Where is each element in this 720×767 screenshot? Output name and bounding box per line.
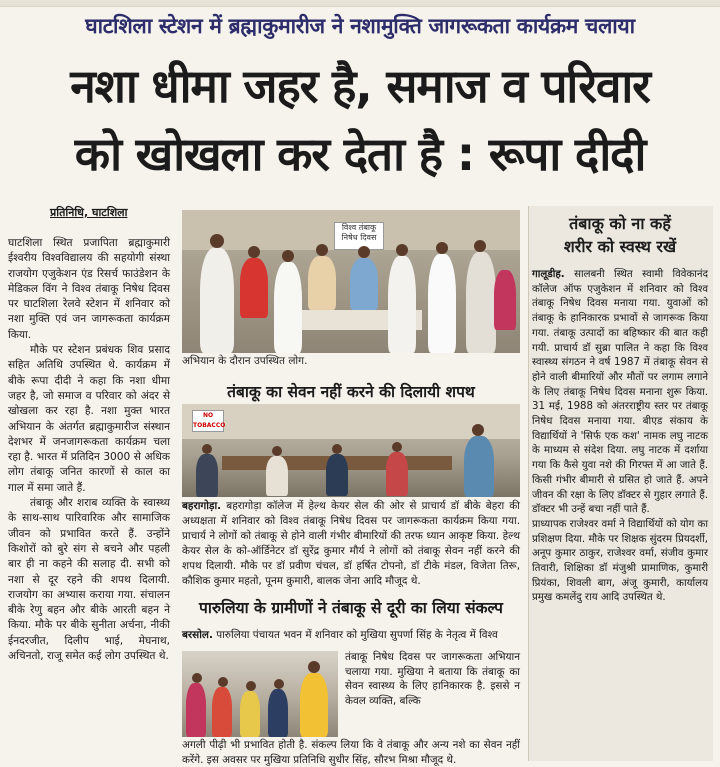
- kicker-headline: घाटशिला स्टेशन में ब्रह्माकुमारीज ने नशामुक्ति जागरूकता कार्यक्रम चलाया: [85, 14, 635, 38]
- story3-side-text: तंबाकू निषेध दिवस पर जागरूकता अभियान चलाया गया. मुखिया ने बताया कि तंबाकू का सेवन स्वास्थ्य के लिए हानिकारक है. इससे न केवल व्यक्ति, बल्कि: [345, 651, 520, 707]
- person-head: [218, 677, 228, 687]
- person-figure: [274, 262, 302, 353]
- right-article-paragraph: [532, 268, 708, 518]
- person-head: [474, 240, 486, 252]
- person-head: [202, 444, 212, 454]
- person-figure: [200, 248, 234, 353]
- village-pledge-photo: [182, 651, 338, 737]
- person-figure: [326, 454, 348, 496]
- person-head: [358, 246, 370, 258]
- story3-lead: [182, 628, 520, 643]
- person-figure: [186, 683, 206, 737]
- person-head: [282, 250, 294, 262]
- story2-text: बहरागोड़ा कॉलेज में हेल्थ केयर सेल की ओर से प्राचार्य डॉ बीके बेहरा की अध्यक्षता में शनिवार को विश्व तंबाकू निषेध दिवस पर जागरूकता कार्यक्रम किया गया. प्राचार्य ने लोगों को तंबाकू से होने वाली गंभीर बीमारियों की तरफ ध्यान आकृष्ट किया. हेल्थ केयर सेल के को-ऑर्डिनेटर डॉ सुरेंद्र कुमार मौर्य ने लोगों को तंबाकू सेवन नहीं करने की शपथ दिलायी. मौके पर डॉ प्रवीण चंचल, डॉ हर्षित टोपनो, डॉ टीके मंडल, विजेता तिरू, कौशिक कुमार महतो, पूनम कुमारी, बालक जेना आदि मौजूद थे.: [182, 500, 520, 587]
- byline: प्रतिनिधि, घाटशिला: [50, 206, 128, 219]
- top-border: [0, 0, 720, 7]
- person-figure: [428, 254, 456, 353]
- person-figure: [196, 454, 218, 497]
- person-figure: [388, 256, 416, 353]
- right-article-dateline: गालूडीह.: [532, 269, 565, 280]
- right-article-paragraph: प्राध्यापक राजेश्वर वर्मा ने विद्यार्थियों को योग का प्रशिक्षण दिया. मौके पर शिक्षक सुंदरम प्रियदर्शी, अनूप कुमार ठाकुर, राजेश्वर वर्मा, संजीव कुमार तिवारी, शिक्षिका डॉ मंजुश्री प्रामाणिक, कुमारी प्रियंका, शिवली बाग, अंजू कुमारी, कार्यालय प्रमुख कमलेंदु राय आदि उपस्थित थे.: [532, 518, 708, 604]
- story2-headline: तंबाकू का सेवन नहीं करने की दिलायी शपथ: [227, 383, 475, 401]
- person-head: [472, 424, 484, 436]
- photo-wall: [182, 404, 520, 439]
- right-headline-line2: शरीर को स्वस्थ रखें: [563, 237, 677, 256]
- person-figure: [266, 456, 288, 496]
- person-head: [436, 242, 448, 254]
- person-head: [332, 444, 342, 454]
- right-article-body: [532, 268, 708, 606]
- person-head: [192, 673, 202, 683]
- person-figure: [494, 270, 516, 330]
- story2-dateline: बहरागोड़ा.: [182, 500, 222, 512]
- person-head: [274, 679, 284, 689]
- person-figure: [464, 436, 494, 497]
- person-head: [396, 244, 408, 256]
- right-article-headline: [532, 212, 708, 258]
- event-photo-group: [182, 210, 520, 353]
- main-headline-line2: को खोखला कर देता है : रूपा दीदी: [74, 127, 646, 181]
- person-figure: [466, 252, 496, 353]
- left-article-paragraph: मौके पर स्टेशन प्रबंधक शिव प्रसाद सहित अतिथि उपस्थित थे. कार्यक्रम में बीके रूपा दीदी ने कहा कि नशा धीमा जहर है, जो समाज व परिवार को अंदर से खोखला कर रहा है. नशा मुक्त भारत अभियान के अंतर्गत ब्रह्माकुमारीज संस्थान देशभर में जनजागरूकता कार्यक्रम चला रहा है. भारत में प्रतिदिन 3000 से अधिक लोग तंबाकू जनित कारणों से काल का गाल में समा जाते हैं.: [8, 344, 170, 494]
- person-head: [392, 442, 402, 452]
- person-figure: [240, 691, 260, 737]
- person-head: [316, 244, 328, 256]
- left-article-paragraph: घाटशिला स्थित प्रजापिता ब्रह्माकुमारी ईश्वरीय विश्वविद्यालय की सहयोगी संस्था राजयोग एजुकेशन एंड रिसर्च फाउंडेशन के मेडिकल विंग ने विश्व तंबाकू निषेध दिवस पर घाटशिला रेलवे स्टेशन में शनिवार को नशा मुक्ति एवं जन जागरूकता कार्यक्रम किया.: [8, 237, 170, 341]
- person-figure: [386, 452, 408, 496]
- story3-dateline: बरसोल.: [182, 629, 213, 641]
- left-article-paragraph: तंबाकू और शराब व्यक्ति के स्वास्थ्य के साथ-साथ पारिवारिक और सामाजिक जीवन को प्रभावित करते हैं. उन्होंने किशोरों को बुरे संग से बचने और पहली बार ही ना कहने की सलाह दी. सभी को नशा से दूर रहने की शपथ दिलायी. राजयोग का अभ्यास कराया गया. संचालन बीके रेणु बहन और बीके आरती बहन ने किया. मौके पर बीके सुनीता अर्चना, नीकी ईनदरजीत, दिलीप भाई, मेघनाथ, अचिनतो, राजू समेत कई लोग उपस्थित थे.: [8, 497, 170, 663]
- person-head: [210, 234, 224, 248]
- story3-lead-paragraph: [182, 628, 520, 643]
- person-figure: [240, 258, 268, 318]
- photo-banner: विश्व तंबाकू निषेध दिवस: [334, 222, 384, 250]
- college-event-photo: [182, 404, 520, 497]
- person-figure: [300, 673, 328, 737]
- right-headline-line1: तंबाकू को ना कहें: [569, 214, 671, 233]
- person-figure: [350, 258, 378, 310]
- person-head: [246, 681, 256, 691]
- person-figure: [308, 256, 336, 310]
- main-headline-line1: नशा धीमा जहर है, समाज व परिवार: [70, 59, 650, 113]
- left-article-body: [8, 236, 170, 664]
- photo1-caption: अभियान के दौरान उपस्थित लोग.: [182, 355, 308, 367]
- person-figure: [212, 687, 232, 737]
- person-figure: [268, 689, 288, 737]
- person-head: [248, 246, 260, 258]
- story3-lead-text: पारुलिया पंचायत भवन में शनिवार को मुखिया सुपर्णा सिंह के नेतृत्व में विश्व: [216, 629, 498, 641]
- story3-tail-text: अगली पीढ़ी भी प्रभावित होती है. संकल्प लिया कि वे तंबाकू और अन्य नशे का सेवन नहीं करेंगे. इस अवसर पर मुखिया प्रतिनिधि सुधीर सिंह, सौरभ मिश्रा मौजूद थे.: [182, 739, 520, 766]
- person-head: [308, 661, 320, 673]
- story2-paragraph: [182, 499, 520, 589]
- right-article-text: सालबनी स्थित स्वामी विवेकानंद कॉलेज ऑफ एजुकेशन में शनिवार को विश्व तंबाकू निषेध दिवस मनाया गया. युवाओं को तंबाकू के हानिकारक प्रभावों से जागरूक किया गया. तंबाकू उत्पादों का बहिष्कार की बात कही गयी. प्राचार्य डॉ सुब्रा पालित ने कहा कि विश्व स्वास्थ्य संगठन ने वर्ष 1987 में तंबाकू सेवन से होने वाली बीमारियों और मौतों पर लगाम लगाने के लिए तंबाकू निषेध दिवस मनाना शुरू किया. 31 मई, 1988 को अंतरराष्ट्रीय स्तर पर तंबाकू निषेध दिवस मनाया गया. बीएड संकाय के विद्यार्थियों ने 'सिर्फ एक कश' नामक लघु नाटक के माध्यम से संदेश दिया. लघु नाटक में दर्शाया गया कि कैसे युवा नशे की गिरफ्त में आ जाते हैं. किसी गंभीर बीमारी से ग्रसित हो जाते हैं. अपने जीवन की रक्षा के लिए डॉक्टर से गुहार लगाते हैं. डॉक्टर भी उन्हें बचा नहीं पाते हैं.: [532, 269, 708, 516]
- story2-body: [182, 499, 520, 589]
- story3-headline: पारुलिया के ग्रामीणों ने तंबाकू से दूरी का लिया संकल्प: [199, 599, 503, 617]
- photo-banner: NO TOBACCO: [192, 410, 224, 432]
- person-head: [272, 446, 282, 456]
